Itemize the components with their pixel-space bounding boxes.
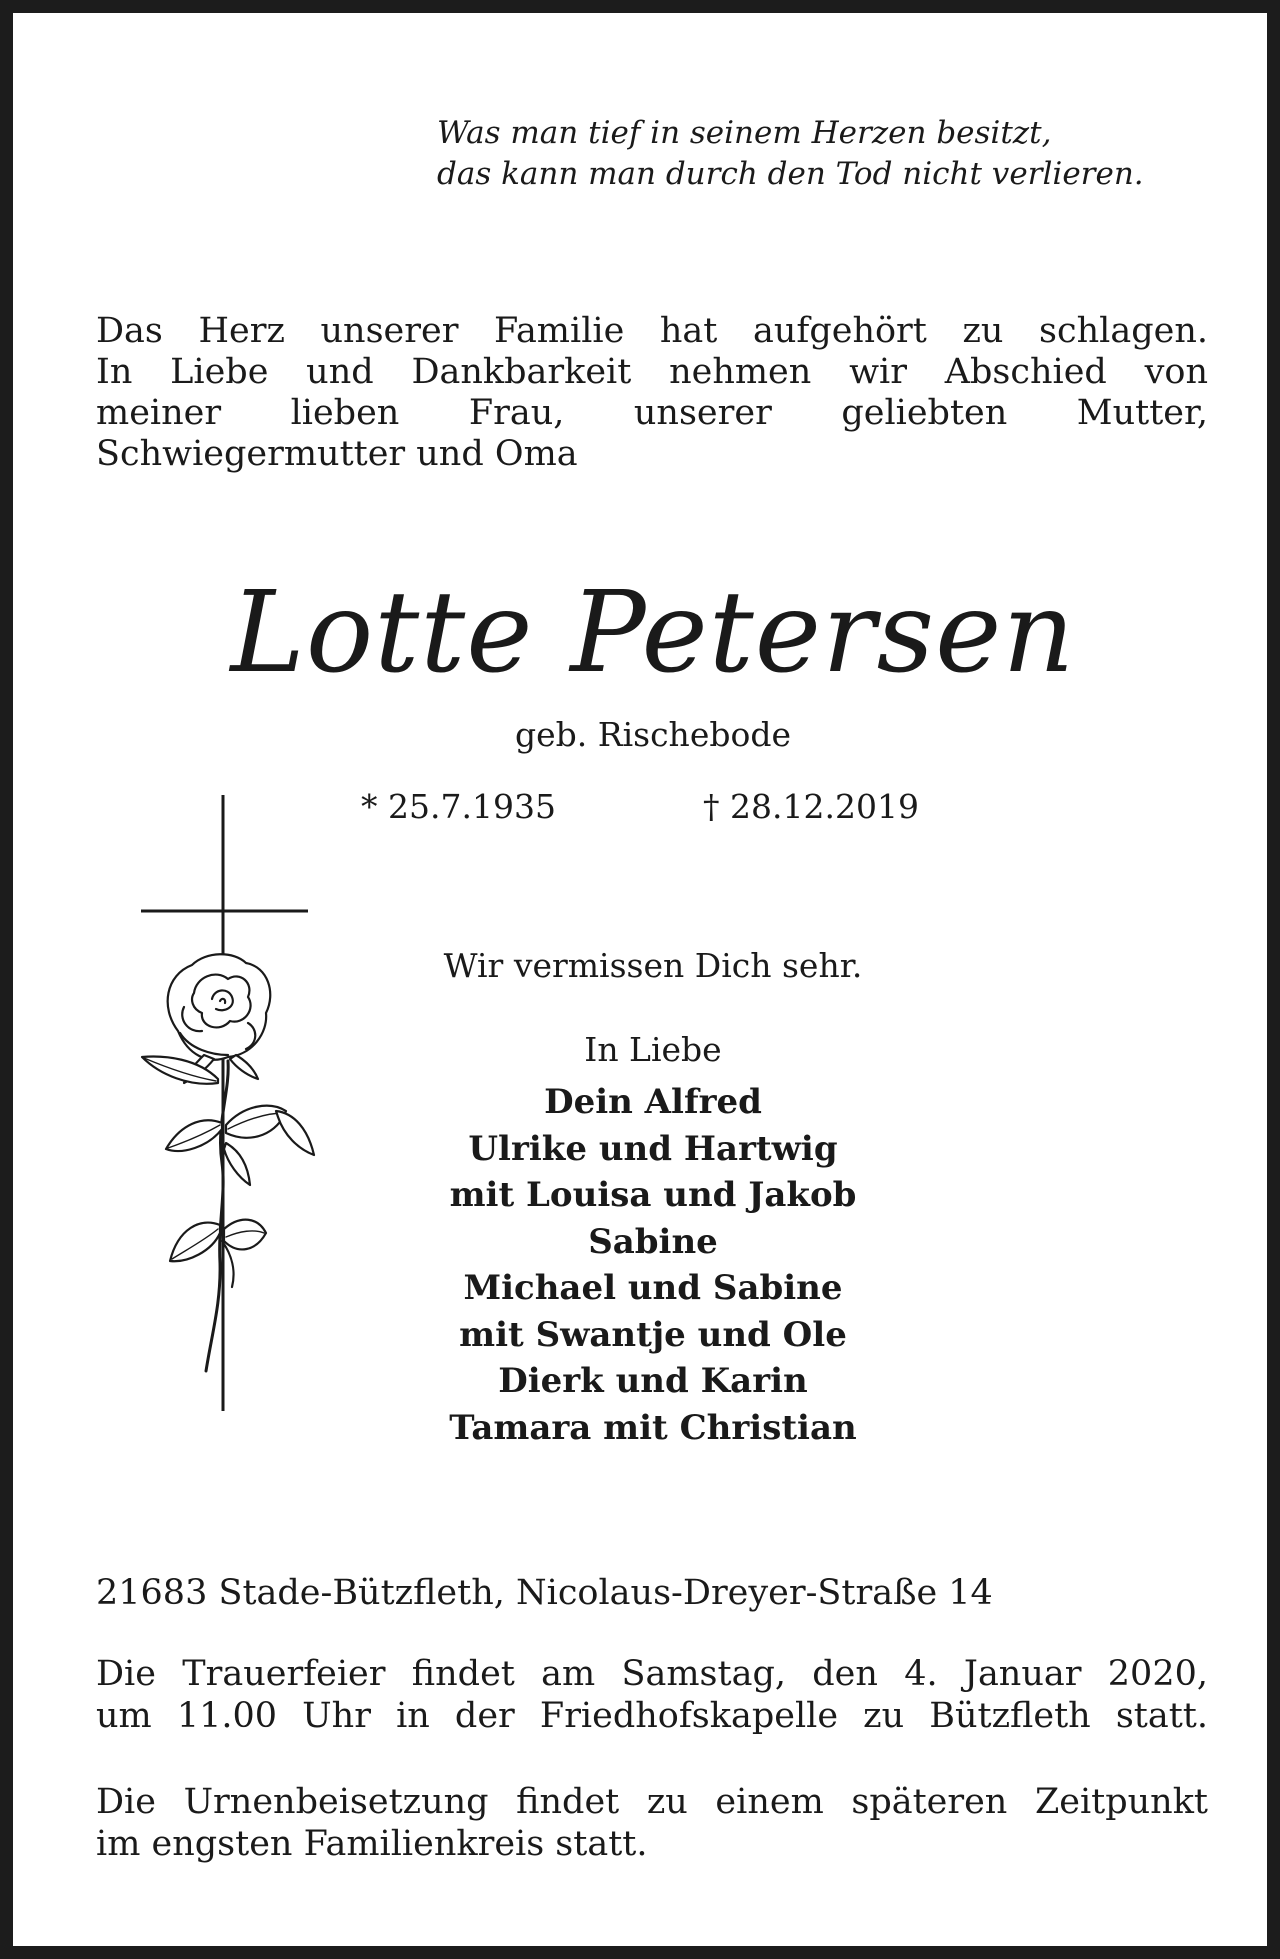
family-member: Sabine <box>588 1221 718 1262</box>
intro-paragraph <box>96 311 1208 475</box>
death-date: † 28.12.2019 <box>703 787 919 826</box>
funeral-line: um 11.00 Uhr in der Friedhofskapelle zu Bützfleth statt. <box>96 1696 1208 1736</box>
family-member: Ulrike und Hartwig <box>468 1128 838 1169</box>
family-member: mit Swantje und Ole <box>459 1314 847 1355</box>
deceased-name: Lotte Petersen <box>230 568 1076 698</box>
funeral-notice <box>96 1653 1208 1737</box>
motto-quote <box>437 113 1217 195</box>
signoff-line: In Liebe <box>584 1030 722 1069</box>
intro-line: meiner lieben Frau, unserer geliebten Mutter, <box>96 393 1208 433</box>
family-member: Dierk und Karin <box>498 1361 808 1401</box>
family-member: Tamara mit Christian <box>449 1407 857 1448</box>
funeral-line: Die Trauerfeier findet am Samstag, den 4. Januar 2020, <box>96 1654 1208 1694</box>
motto-line: Was man tief in seinem Herzen besitzt, <box>437 115 1052 151</box>
urn-notice <box>96 1781 1208 1865</box>
family-list <box>13 1079 1280 1451</box>
intro-line: Das Herz unserer Familie hat aufgehört zu schlagen. <box>96 311 1208 351</box>
farewell-message: Wir vermissen Dich sehr. <box>443 946 863 985</box>
motto-line: das kann man durch den Tod nicht verlieren. <box>437 156 1144 192</box>
birth-date: * 25.7.1935 <box>361 787 556 826</box>
urn-line: im engsten Familienkreis statt. <box>96 1824 648 1864</box>
family-member: Dein Alfred <box>544 1082 762 1122</box>
intro-line: In Liebe und Dankbarkeit nehmen wir Abschied von <box>96 352 1208 392</box>
urn-line: Die Urnenbeisetzung findet zu einem späteren Zeitpunkt <box>96 1782 1208 1822</box>
family-member: mit Louisa und Jakob <box>449 1175 857 1215</box>
intro-line: Schwiegermutter und Oma <box>96 434 578 474</box>
address-line: 21683 Stade-Bützfleth, Nicolaus-Dreyer-Straße 14 <box>96 1573 993 1613</box>
maiden-name: geb. Rischebode <box>514 715 791 754</box>
family-member: Michael und Sabine <box>463 1268 843 1308</box>
